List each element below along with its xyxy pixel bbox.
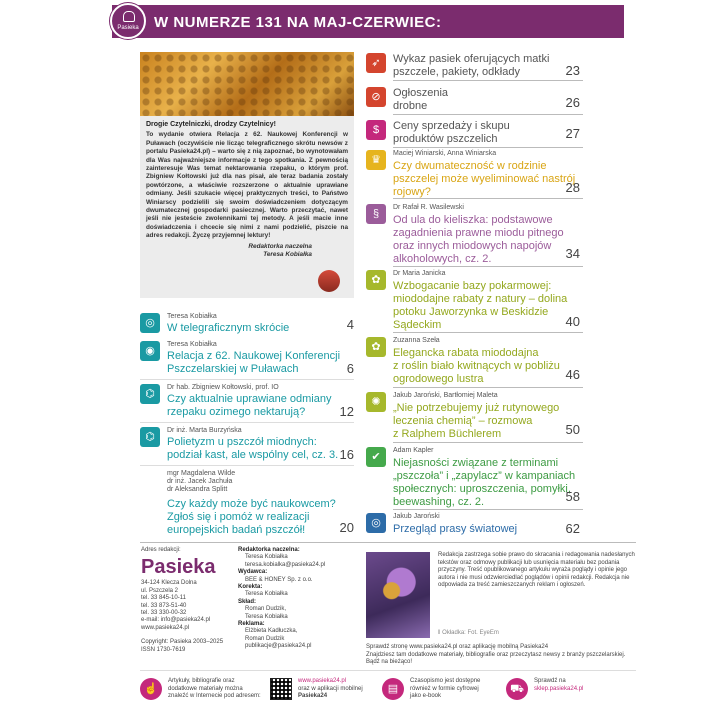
toc-page: 12	[339, 404, 354, 419]
tablet-icon: ▤	[382, 678, 404, 700]
toc-page: 26	[565, 95, 580, 110]
toc-title: „Nie potrzebujemy już rutynowego leczenia chemią” – rozmowa z Ralphem Büchlerem	[393, 402, 560, 440]
toc-entry[interactable]: ⌬ Dr inż. Marta Burzyńska Polietyzm u pszczół miodnych: podział kast, ale wspólny cel, cz. 3. 16	[140, 427, 354, 461]
cover-caption: ‖ Okładka: Fot. EyeEm	[438, 630, 499, 636]
header-title: W NUMERZE 131 NA MAJ-CZERWIEC:	[154, 14, 442, 31]
toc-page: 16	[339, 447, 354, 462]
toc-entry[interactable]	[366, 120, 580, 148]
cover-photo	[366, 552, 430, 638]
toc-page: 40	[565, 314, 580, 329]
editorial-box	[140, 116, 354, 298]
toc-entry[interactable]: ⌬ Dr hab. Zbigniew Kołtowski, prof. IO Czy aktualnie uprawiane odmiany rzepaku ozimego nektarują? 12	[140, 384, 354, 418]
toc-entry[interactable]: ◎ Teresa Kobiałka W telegraficznym skrócie 4	[140, 313, 354, 337]
beehive-icon	[123, 11, 135, 22]
editor-avatar	[318, 270, 340, 292]
honeycomb-photo	[140, 52, 354, 116]
header-bar	[112, 5, 624, 38]
toc-title: Relacja z 62. Naukowej Konferencji Pszczelarskiej w Puławach	[167, 350, 341, 375]
toc-title: Polietyzm u pszczół miodnych: podział kast, ale wspólny cel, cz. 3.	[167, 436, 339, 461]
legal-notice: Redakcja zastrzega sobie prawo do skracania i redagowania nadesłanych tekstów oraz odmowy publikacji lub usunięcia materiału bez podania przyczyny. Treść opublikowanego artykułu wyraża poglądy i opinie jego autora i nie musi odzwierciedlać poglądów i opinii redakcji. Redakcja nie odpowiada za treść zamieszczanych reklam i ogłoszeń.	[438, 552, 635, 589]
toc-page: 50	[565, 422, 580, 437]
toc-title: Czy każdy może być naukowcem? Zgłoś się i pomóż w realizacji europejskich badań pszczół!	[167, 498, 336, 536]
check-icon: ✔	[366, 447, 386, 467]
toc-entry[interactable]: ◉ Teresa Kobiałka Relacja z 62. Naukowej Konferencji Pszczelarskiej w Puławach 6	[140, 341, 354, 375]
toc-page: 46	[565, 367, 580, 382]
bee-icon: ✺	[366, 392, 386, 412]
bottom-bar: ☝ Artykuły, bibliografie oraz dodatkowe materiały można znaleźć w Internecie pod adresem: www.pasieka24.pl oraz w aplikacji mobilnej Pasieka24 ▤ Czasopismo jest dostępne również w formie cyfrowej jako e-book ⛟ Sprawdź na sklep.pasieka24.pl	[134, 674, 634, 714]
toc-entry[interactable]: ✺ Jakub Jaroński, Bartłomiej Maleta „Nie potrzebujemy już rutynowego leczenia chemią” – rozmowa z Ralphem Büchlerem 50	[366, 392, 580, 440]
toc-entry[interactable]: ✿ Zuzanna Szeła Elegancka rabata miododajna z roślin biało kwitnących w pobliżu ogrodowego lustra 46	[366, 337, 580, 385]
toc-page: 6	[346, 361, 354, 376]
toc-page: 23	[565, 63, 580, 78]
dna-icon: ⌬	[140, 384, 160, 404]
editorial-body: To wydanie otwiera Relacja z 62. Naukowej Konferencji w Puławach (oczywiście nie licząc telegraficznego skrótu newsów z portalu Pasieka24.pl) – warto się z nią zapoznać, bo wynotowałam dla Was najważniejsze informacje z tego spotkania. Z pewnością zainteresuje Was temat nektarowania rzepaku, o którym prof. Zbigniew Kołtowski już dla nas pisał, ale teraz badania zostały powtórzone, a właściwie rozszerzone o aktualnie uprawiane odmiany. Jeśli szukacie więcej praktycznych treści, to Państwo Winiarscy podzielili się swoim doświadczeniem dotyczącym dwumatecznej gospodarki pasiecznej. Warto przeczytać, nawet jeśli nie jesteście zwolennikami tej metody. A jeśli macie inne doświadczenia i chcecie się nimi z nami podzielić, piszcie na adres redakcji. Życzę przyjemnej lektury!	[146, 131, 348, 240]
toc-page: 58	[565, 489, 580, 504]
editorial-staff: Redaktorka naczelna: Teresa Kobiałka teresa.kobialka@pasieka24.pl Wydawca: BEE & HONEY Sp. z o.o. Korekta: Teresa Kobiałka Skład: Roman Dudzik, Teresa Kobiałka Reklama: Elżbieta Kadłuczka, Roman Dudzik publikacje@pasieka24.pl	[238, 547, 326, 650]
speech-bubble-icon: ◉	[140, 341, 160, 361]
toc-page: 4	[346, 317, 354, 332]
globe-icon: ◎	[140, 313, 160, 333]
toc-title: Przegląd prasy światowej	[393, 523, 518, 535]
toc-title: Wykaz pasiek oferujących matki pszczele, pakiety, odkłady	[393, 53, 550, 78]
toc-entry[interactable]	[140, 470, 354, 536]
pasieka-brand: Pasieka	[141, 556, 216, 579]
cursor-icon: ☝	[140, 678, 162, 700]
qr-code-icon	[270, 678, 292, 700]
toc-page: 62	[565, 521, 580, 536]
rocket-icon: ➶	[366, 53, 386, 73]
toc-entry[interactable]: § Dr Rafał R. Wasilewski Od ula do kieliszka: podstawowe zagadnienia prawne miodu pitnego oraz innych miodowych napojów alkoholowych, cz. 2. 34	[366, 204, 580, 262]
toc-page: 28	[565, 180, 580, 195]
beekeeping-icon: ♛	[366, 150, 386, 170]
toc-title: Ceny sprzedaży i skupu produktów pszczelich	[393, 120, 510, 145]
flower-icon: ✿	[366, 270, 386, 290]
toc-entry[interactable]: ✔ Adam Kapler Niejasności związane z terminami „pszczoła” i „zapylacz” w kampaniach społecznych: uproszczenia, pomyłki, beewashing, cz. 2. 58	[366, 447, 580, 507]
toc-title: Niejasności związane z terminami „pszczoła” i „zapylacz” w kampaniach społecznych: uproszczenia, pomyłki, beewashing, cz. 2.	[393, 457, 576, 508]
toc-entry[interactable]: ◎ Jakub Jaroński Przegląd prasy światowej 62	[366, 513, 580, 539]
toc-page: 20	[339, 520, 354, 535]
editorial-heading: Drogie Czytelniczki, drodzy Czytelnicy!	[146, 121, 276, 128]
pasieka-logo: Pasieka	[110, 3, 146, 39]
toc-title: Ogłoszenia drobne	[393, 87, 449, 112]
toc-authors: mgr Magdalena Wilde dr inż. Jacek Jachuła dr Aleksandra Splitt	[167, 470, 236, 493]
cart-icon: ⛟	[506, 678, 528, 700]
toc-title: Od ula do kieliszka: podstawowe zagadnienia prawne miodu pitnego oraz innych miodowych napojów alkoholowych, cz. 2.	[393, 214, 564, 265]
publisher-address: Adres redakcji: Pasieka 34-124 Klecza Dolna ul. Pszczela 2 tel. 33 845-10-11 tel. 33 873-51-40 tel. 33 330-00-32 e-mail: info@pasieka24.pl www.pasieka24.pl Copyright: Pasieka 2003–2025 ISSN 1730-7619	[141, 547, 224, 653]
toc-title: Wzbogacanie bazy pokarmowej: miododajne rabaty z natury – dolina potoku Jaworzynka w Beskidzie Sądeckim	[393, 280, 568, 331]
flower-icon: ✿	[366, 337, 386, 357]
toc-title: W telegraficznym skrócie	[167, 322, 290, 334]
toc-entry[interactable]	[366, 87, 580, 115]
toc-page: 27	[565, 126, 580, 141]
toc-entry[interactable]: ♛ Maciej Winiarski, Anna Winiarska Czy dwumateczność w rodzinie pszczelej może wyeliminować nastrój rojowy? 28	[366, 150, 580, 198]
dna-icon: ⌬	[140, 427, 160, 447]
toc-title: Czy dwumateczność w rodzinie pszczelej może wyeliminować nastrój rojowy?	[393, 160, 576, 198]
toc-entry[interactable]: ✿ Dr Maria Janicka Wzbogacanie bazy pokarmowej: miododajne rabaty z natury – dolina potoku Jaworzynka w Beskidzie Sądeckim 40	[366, 270, 580, 328]
law-icon: §	[366, 204, 386, 224]
globe-icon: ◎	[366, 513, 386, 533]
megaphone-icon: ⊘	[366, 87, 386, 107]
toc-page: 34	[565, 246, 580, 261]
price-tag-icon: $	[366, 120, 386, 140]
toc-entry[interactable]	[366, 53, 580, 81]
editorial-signature: Redaktorka naczelna Teresa Kobiałka	[248, 242, 312, 259]
toc-title: Elegancka rabata miododajna z roślin biało kwitnących w pobliżu ogrodowego lustra	[393, 347, 560, 385]
toc-title: Czy aktualnie uprawiane odmiany rzepaku ozimego nektarują?	[167, 393, 332, 418]
website-promo: Sprawdź stronę www.pasieka24.pl oraz aplikację mobilną Pasieka24 Znajdziesz tam dodatkowe materiały, bibliografie oraz przeczytasz newsy z branży pszczelarskiej. Bądź na bieżąco!	[366, 644, 626, 666]
